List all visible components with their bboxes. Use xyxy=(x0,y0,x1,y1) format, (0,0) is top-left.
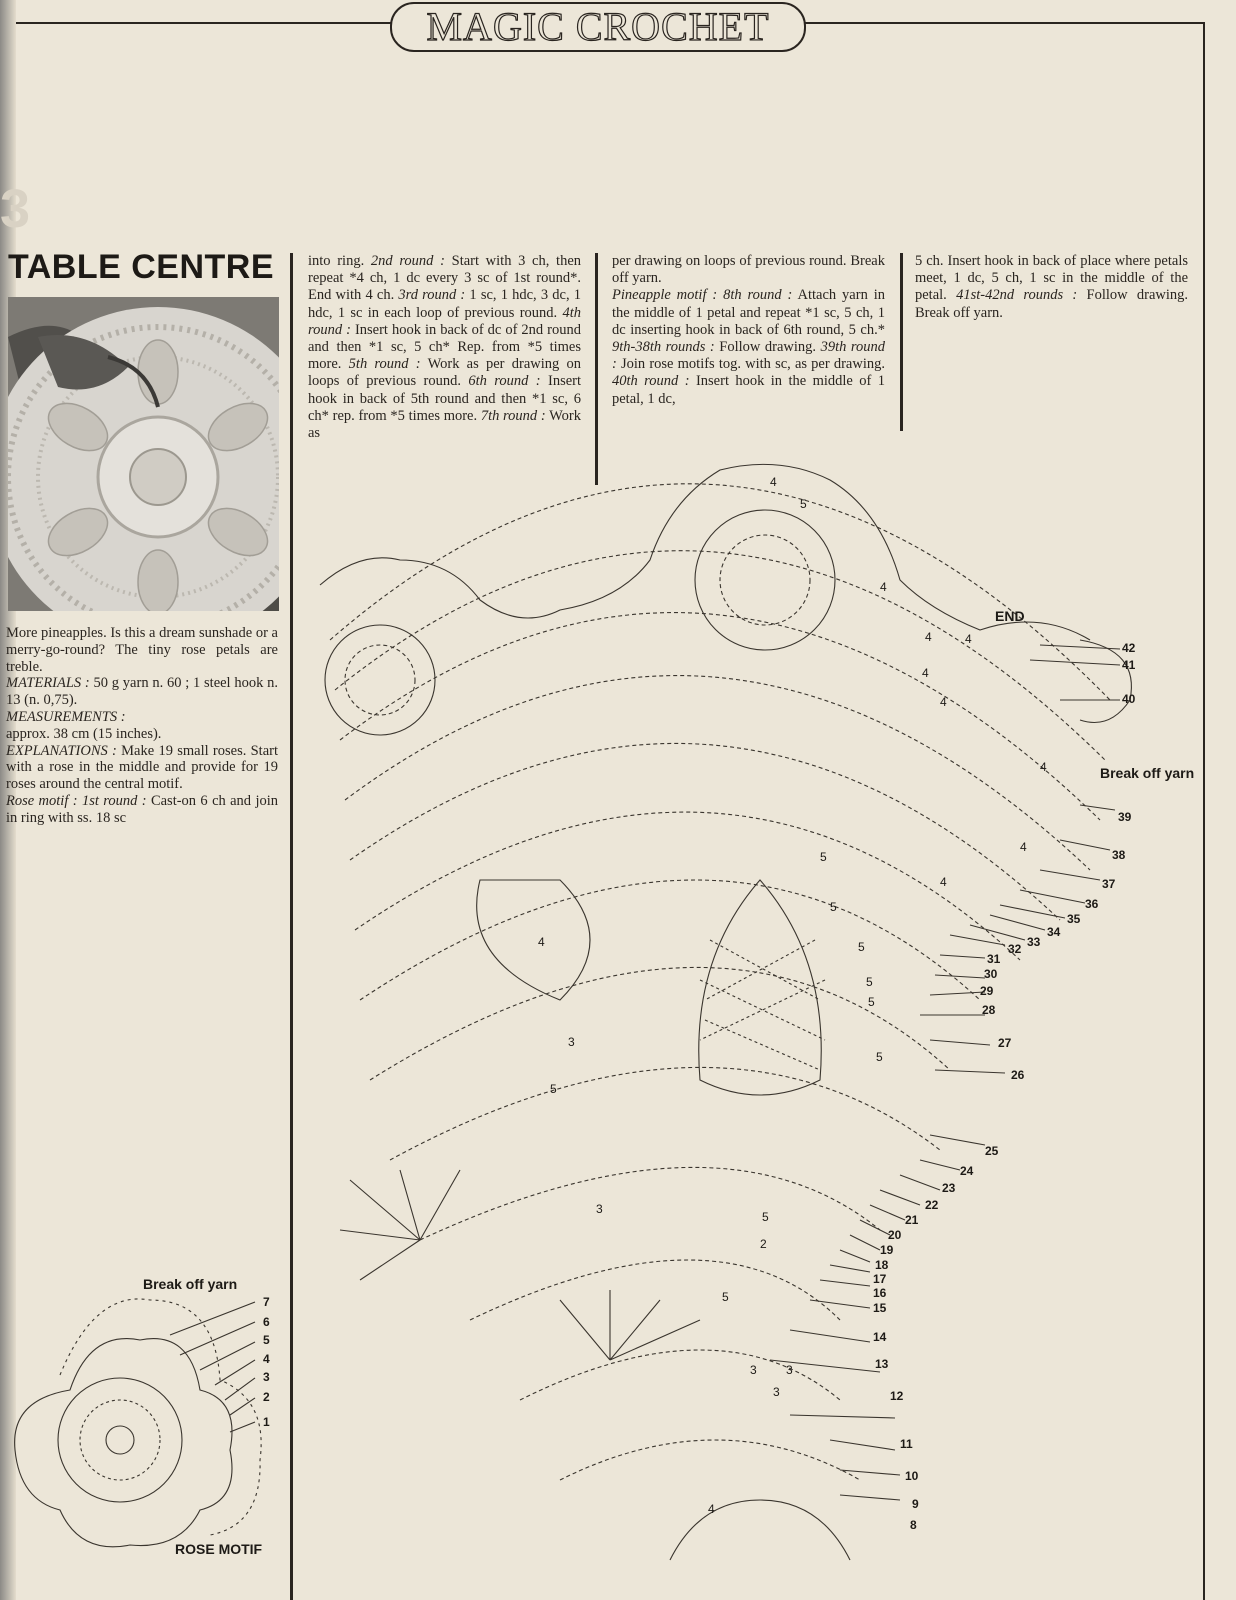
round-9-38-text: Follow drawing. xyxy=(719,339,817,356)
round-4-label: 4th round : xyxy=(308,304,581,338)
stitch-count: 3 xyxy=(596,1202,603,1216)
round-label: 19 xyxy=(880,1243,894,1257)
rose-round-label: 1 xyxy=(263,1415,270,1429)
round-label: 26 xyxy=(1011,1068,1025,1082)
stitch-count: 5 xyxy=(858,940,865,954)
stitch-count: 4 xyxy=(1040,760,1047,774)
round-label: 37 xyxy=(1102,877,1116,891)
materials-text: 50 g yarn n. 60 ; 1 steel hook n. 13 (n. 0,75). xyxy=(6,675,278,709)
rose-round-label: 4 xyxy=(263,1352,270,1366)
round-label: 31 xyxy=(987,952,1001,966)
stitch-count: 4 xyxy=(880,580,887,594)
measurements-label: MEASUREMENTS : xyxy=(6,708,126,725)
round-label: 33 xyxy=(1027,935,1041,949)
round-label: 30 xyxy=(984,967,998,981)
rose-round-label: 3 xyxy=(263,1370,270,1384)
round-label: 34 xyxy=(1047,925,1061,939)
chart-end-label: END xyxy=(995,608,1025,624)
round-label: 35 xyxy=(1067,912,1081,926)
intro-description: More pineapples. Is this a dream sunshade or a merry-go-round? The tiny rose petals are treble. xyxy=(6,625,278,675)
magazine-header: MAGIC CROCHET xyxy=(390,2,806,52)
round-label: 15 xyxy=(873,1301,887,1315)
pineapple-motif-label: Pineapple motif : 8th round : xyxy=(612,287,793,304)
stitch-count: 4 xyxy=(770,475,777,489)
round-label: 24 xyxy=(960,1164,974,1178)
round-6-label: 6th round : xyxy=(468,373,541,390)
round-label: 38 xyxy=(1112,848,1126,862)
page-number: 3 xyxy=(0,179,31,239)
round-label: 12 xyxy=(890,1389,904,1403)
col3-text: 5 ch. Insert hook in back of place where petals meet, 1 dc, 5 ch, 1 sc in the middle of the petal. xyxy=(915,253,1188,304)
explanations-label: EXPLANATIONS : xyxy=(6,742,117,759)
round-label: 39 xyxy=(1118,810,1132,824)
round-41-42-text: Follow drawing. Break off yarn. xyxy=(915,287,1189,321)
round-9-38-label: 9th-38th rounds : xyxy=(612,339,715,356)
stitch-count: 4 xyxy=(1020,840,1027,854)
stitch-count: 4 xyxy=(965,632,972,646)
round-2-label: 2nd round : xyxy=(370,253,445,269)
chart-break-off-label: Break off yarn xyxy=(1100,765,1195,781)
round-40-text: Insert hook in the middle of 1 petal, 1 dc, xyxy=(612,373,886,407)
round-39-label: 39th round : xyxy=(612,339,886,373)
rose-motif-label: Rose motif : 1st round : xyxy=(6,792,147,809)
stitch-count: 4 xyxy=(940,875,947,889)
stitch-count: 5 xyxy=(762,1210,769,1224)
stitch-count: 5 xyxy=(800,497,807,511)
stitch-count: 5 xyxy=(820,850,827,864)
round-label: 18 xyxy=(875,1258,889,1272)
round-label: 13 xyxy=(875,1357,889,1371)
round-label: 10 xyxy=(905,1469,919,1483)
round-label: 17 xyxy=(873,1272,887,1286)
round-7-text: Work as xyxy=(308,407,581,442)
round-label: 23 xyxy=(942,1181,956,1195)
round-label: 20 xyxy=(888,1228,902,1242)
pineapple-motif-text: Attach yarn in the middle of 1 petal and repeat *1 sc, 5 ch, 1 dc inserting hook in back of 6th round, 5 ch.* xyxy=(612,287,885,338)
round-3-label: 3rd round : xyxy=(398,287,466,304)
round-5-label: 5th round : xyxy=(348,356,421,373)
round-label: 27 xyxy=(998,1036,1012,1050)
round-label: 21 xyxy=(905,1213,919,1227)
round-label: 32 xyxy=(1008,942,1022,956)
stitch-count: 5 xyxy=(876,1050,883,1064)
round-label: 25 xyxy=(985,1144,999,1158)
round-label: 14 xyxy=(873,1330,887,1344)
stitch-count: 3 xyxy=(773,1385,780,1399)
round-label: 36 xyxy=(1085,897,1099,911)
round-2-text: Start with 3 ch, then repeat *4 ch, 1 dc every 3 sc of 1st round*. End with 4 ch. xyxy=(308,253,582,304)
materials-label: MATERIALS : xyxy=(6,675,90,692)
col1-text: into ring. xyxy=(308,253,365,269)
stitch-count: 5 xyxy=(722,1290,729,1304)
stitch-count: 5 xyxy=(866,975,873,989)
round-label: 28 xyxy=(982,1003,996,1017)
round-41-42-label: 41st-42nd rounds : xyxy=(956,287,1078,304)
round-3-text: 1 sc, 1 hdc, 3 dc, 1 hdc, 1 sc in each loop of previous round. xyxy=(308,287,581,321)
round-label: 42 xyxy=(1122,641,1136,655)
stitch-count: 5 xyxy=(830,900,837,914)
stitch-count: 5 xyxy=(868,995,875,1009)
stitch-count: 4 xyxy=(925,630,932,644)
round-label: 22 xyxy=(925,1198,939,1212)
round-40-label: 40th round : xyxy=(612,373,690,390)
col2-text: per drawing on loops of previous round. Break off yarn. xyxy=(612,253,885,287)
round-label: 9 xyxy=(912,1497,919,1511)
stitch-count: 4 xyxy=(922,666,929,680)
explanations-text: Make 19 small roses. Start with a rose in the middle and provide for 19 roses around the central motif. xyxy=(6,742,278,793)
stitch-count: 5 xyxy=(550,1082,557,1096)
rose-round-label: 7 xyxy=(263,1295,270,1309)
round-7-label: 7th round : xyxy=(480,407,546,424)
round-label: 41 xyxy=(1122,658,1136,672)
stitch-count: 4 xyxy=(538,935,545,949)
stitch-count: 4 xyxy=(940,695,947,709)
stitch-count: 4 xyxy=(708,1502,715,1516)
rose-break-off-label: Break off yarn xyxy=(143,1276,238,1292)
rose-motif-text: Cast-on 6 ch and join in ring with ss. 18 sc xyxy=(6,792,278,826)
round-label: 16 xyxy=(873,1286,887,1300)
round-5-text: Work as per drawing on loops of previous round. xyxy=(308,356,581,390)
round-label: 29 xyxy=(980,984,994,998)
round-label: 8 xyxy=(910,1518,917,1532)
rose-round-label: 2 xyxy=(263,1390,270,1404)
rose-round-label: 5 xyxy=(263,1333,270,1347)
round-39-text: Join rose motifs tog. with sc, as per drawing. xyxy=(621,356,885,373)
stitch-count: 3 xyxy=(786,1363,793,1377)
round-label: 40 xyxy=(1122,692,1136,706)
stitch-count: 3 xyxy=(568,1035,575,1049)
rose-round-label: 6 xyxy=(263,1315,270,1329)
round-label: 11 xyxy=(900,1437,913,1451)
stitch-count: 3 xyxy=(750,1363,757,1377)
round-4-text: Insert hook in back of dc of 2nd round and then *1 sc, 5 ch* Rep. from *5 times more. xyxy=(308,321,581,373)
round-6-text: Insert hook in back of 5th round and then *1 sc, 6 ch* rep. from *5 times more. xyxy=(308,373,581,424)
rose-motif-caption: ROSE MOTIF xyxy=(175,1541,263,1557)
stitch-count: 2 xyxy=(760,1237,767,1251)
measurements-text: approx. 38 cm (15 inches). xyxy=(6,725,162,742)
page-title: TABLE CENTRE xyxy=(8,248,275,286)
